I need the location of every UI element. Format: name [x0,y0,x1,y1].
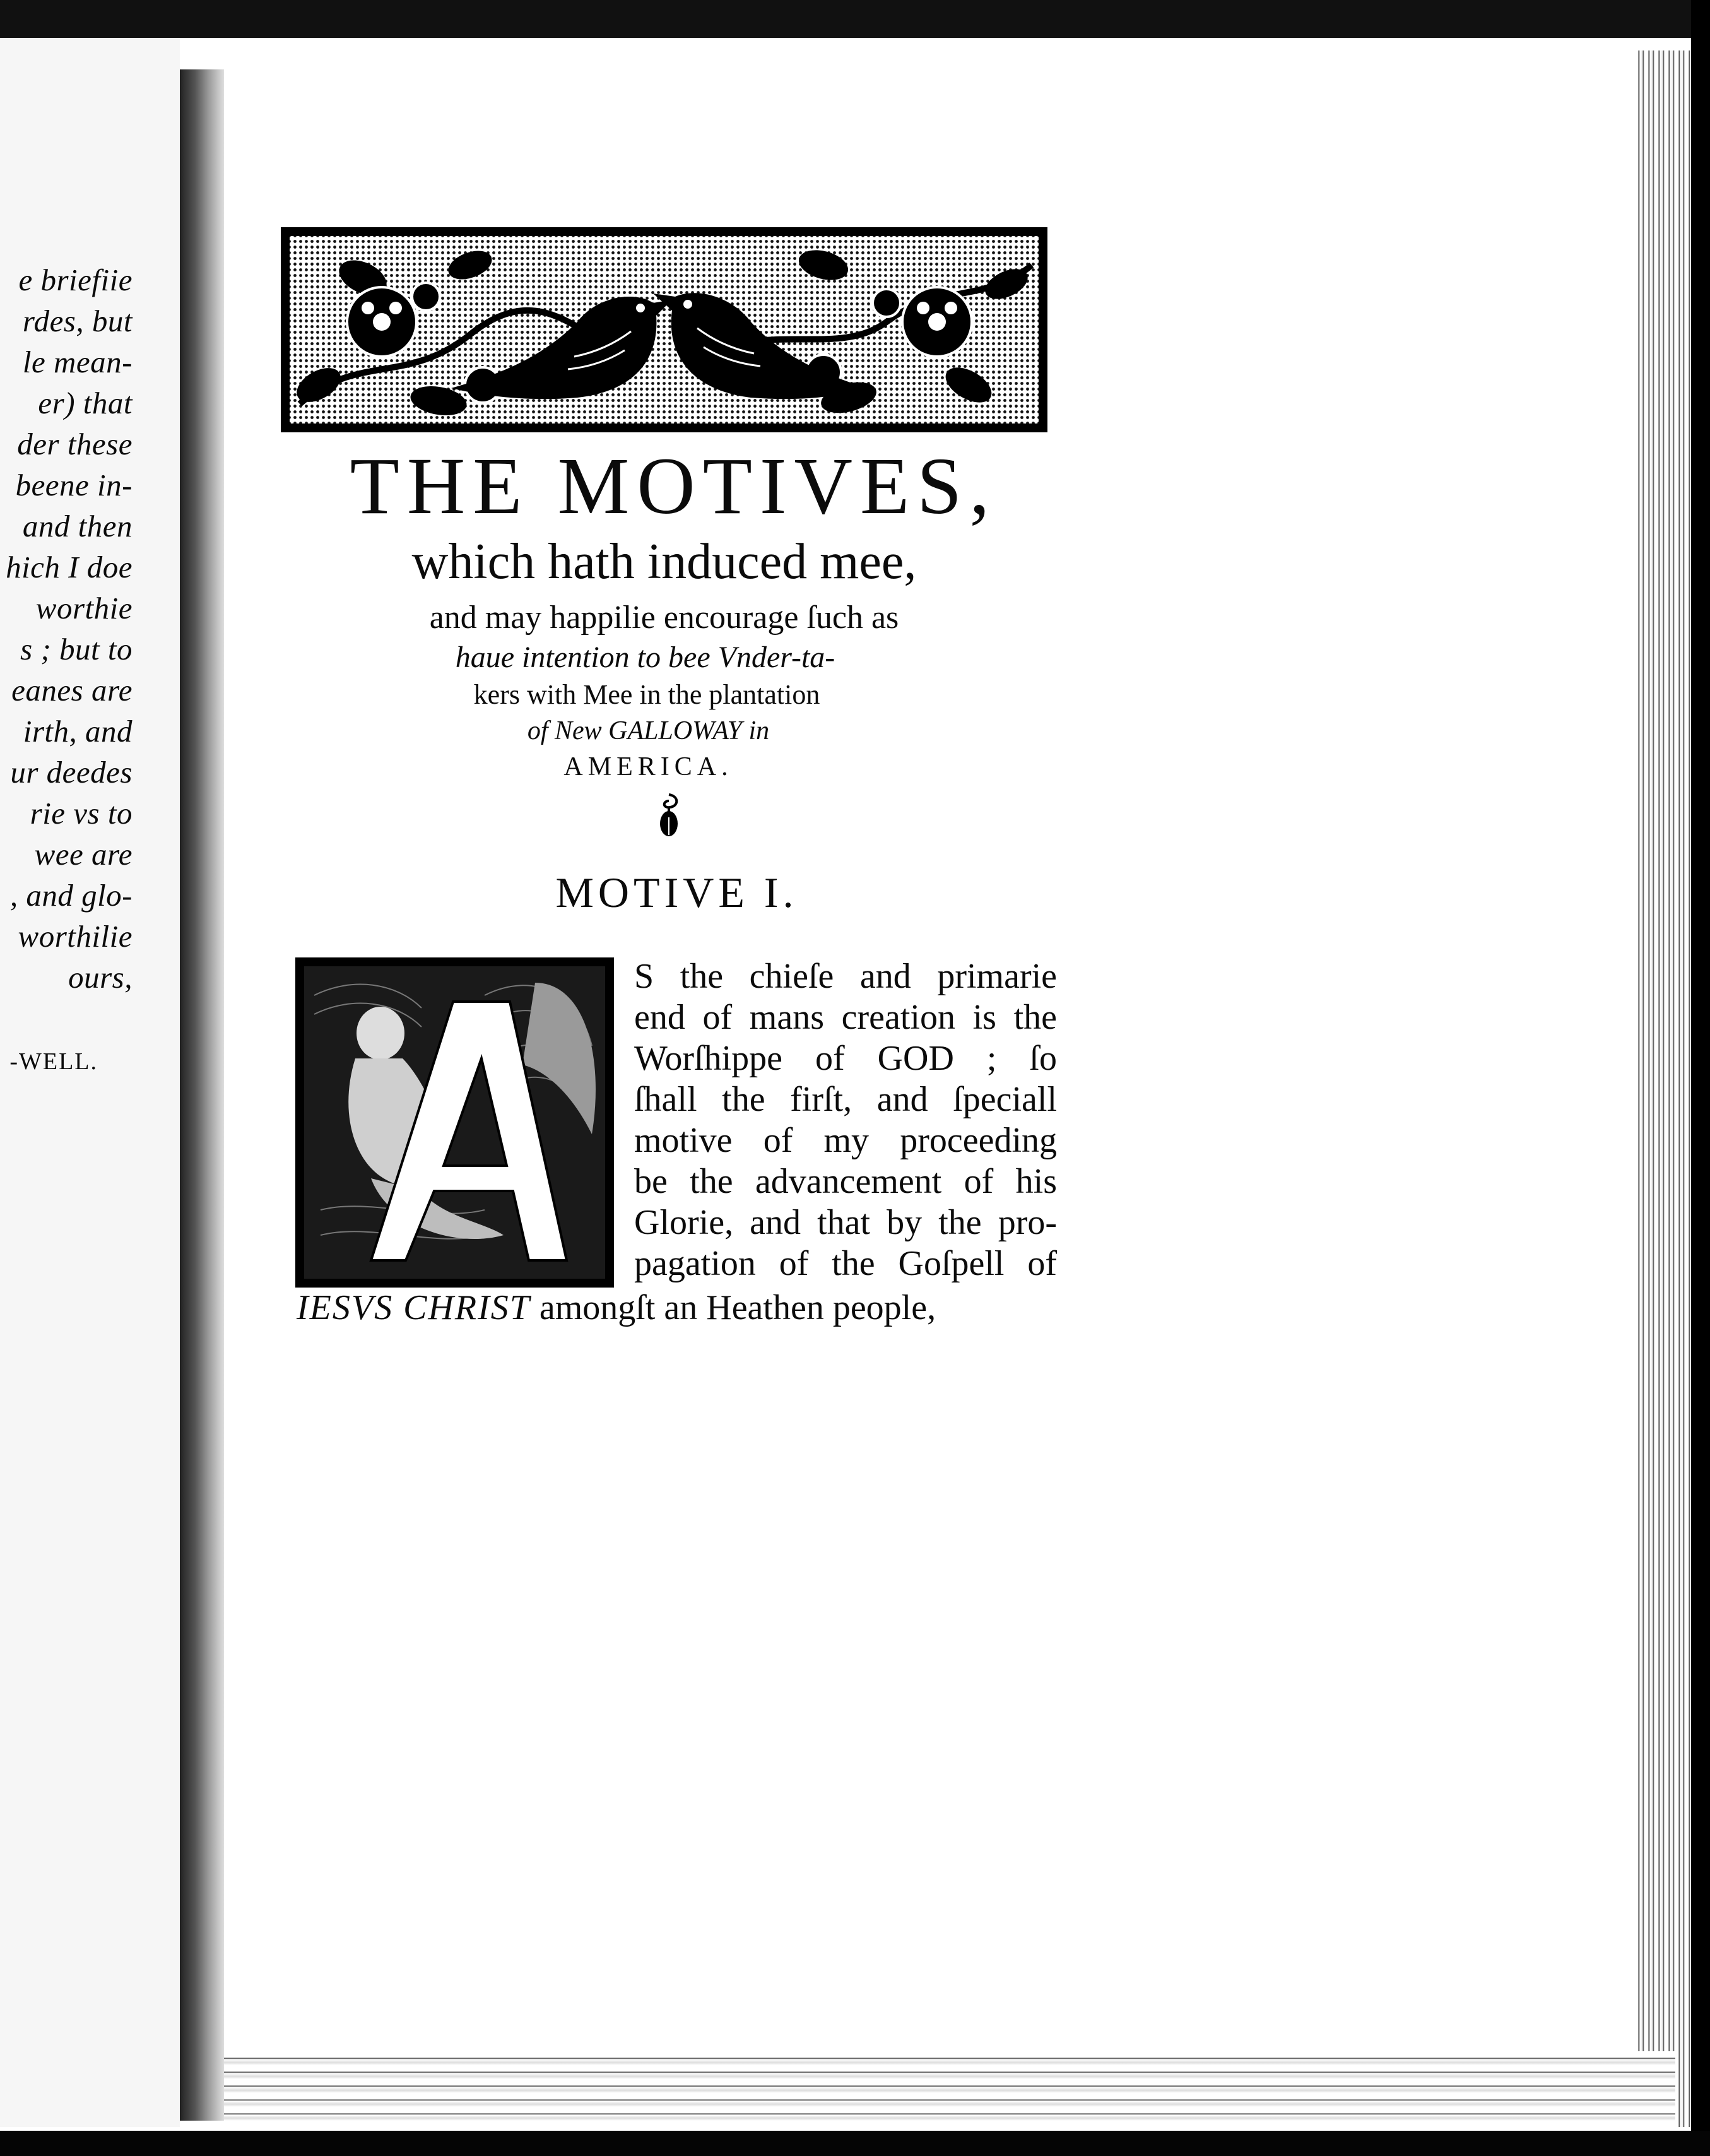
scan-border-top [0,0,1710,38]
body-line: end of mans creation is the [634,998,1057,1037]
page-bottom-edge [224,2051,1675,2127]
scan-border-right [1691,0,1710,2156]
left-page-line: worthie [35,591,133,625]
body-line: be the advancement of his [634,1162,1057,1201]
italic-name: IESVS CHRIST [297,1288,531,1327]
title-line: and may happilie encourage ſuch as [429,600,899,636]
left-page-line: le mean- [22,345,133,379]
fleuron-ornament [656,792,681,843]
left-page-line: beene in- [15,468,133,502]
left-page-line: ur deedes [10,755,133,790]
left-page-line: wee are [34,837,133,872]
left-page-line: rdes, but [22,304,133,338]
left-page-signature: -WELL. [9,1048,98,1075]
headpiece-ornament [281,227,1047,432]
left-page-line: worthilie [18,919,133,954]
title-line: kers with Mee in the plantation [473,679,820,710]
left-page-line: rie vs to [30,796,133,831]
body-line: S the chieſe and primarie [634,957,1057,996]
left-page-line: der these [17,427,133,461]
body-last-line-rest: amongſt an Heathen people, [530,1288,936,1327]
body-last-line [297,1288,1057,1329]
title-line: haue intention to bee Vnder-ta- [455,641,835,674]
page-title: THE MOTIVES, [350,441,998,531]
body-line: motive of my proceeding [634,1121,1057,1160]
book-gutter [180,69,224,2121]
left-page-line: e briefiie [18,263,133,297]
body-line: ſhall the firſt, and ſpeciall [634,1080,1057,1119]
left-page-line: er) that [38,386,133,420]
left-page [0,38,180,2127]
body-line: pagation of the Goſpell of [634,1244,1057,1283]
page-edges [1634,50,1691,2127]
left-page-line: irth, and [23,714,133,749]
section-heading: MOTIVE I. [555,868,798,916]
scan-border-bottom [0,2131,1710,2156]
left-page-line: hich I doe [6,550,133,584]
body-line: Glorie, and that by the pro- [634,1203,1057,1242]
left-page-line: , and glo- [9,878,133,913]
title-line: of New GALLOWAY in [527,716,770,745]
title-line: AMERICA. [563,752,733,781]
body-text [634,956,1057,1284]
body-line: Worſhippe of GOD ; ſo [634,1039,1057,1078]
drop-cap-initial [295,957,614,1288]
left-page-line: s ; but to [20,632,133,666]
left-page-line: eanes are [11,673,133,708]
left-page-line: and then [22,509,133,543]
title-subtitle: which hath induced mee, [411,534,917,589]
left-page-line: ours, [68,960,133,995]
title-block [281,442,1047,785]
